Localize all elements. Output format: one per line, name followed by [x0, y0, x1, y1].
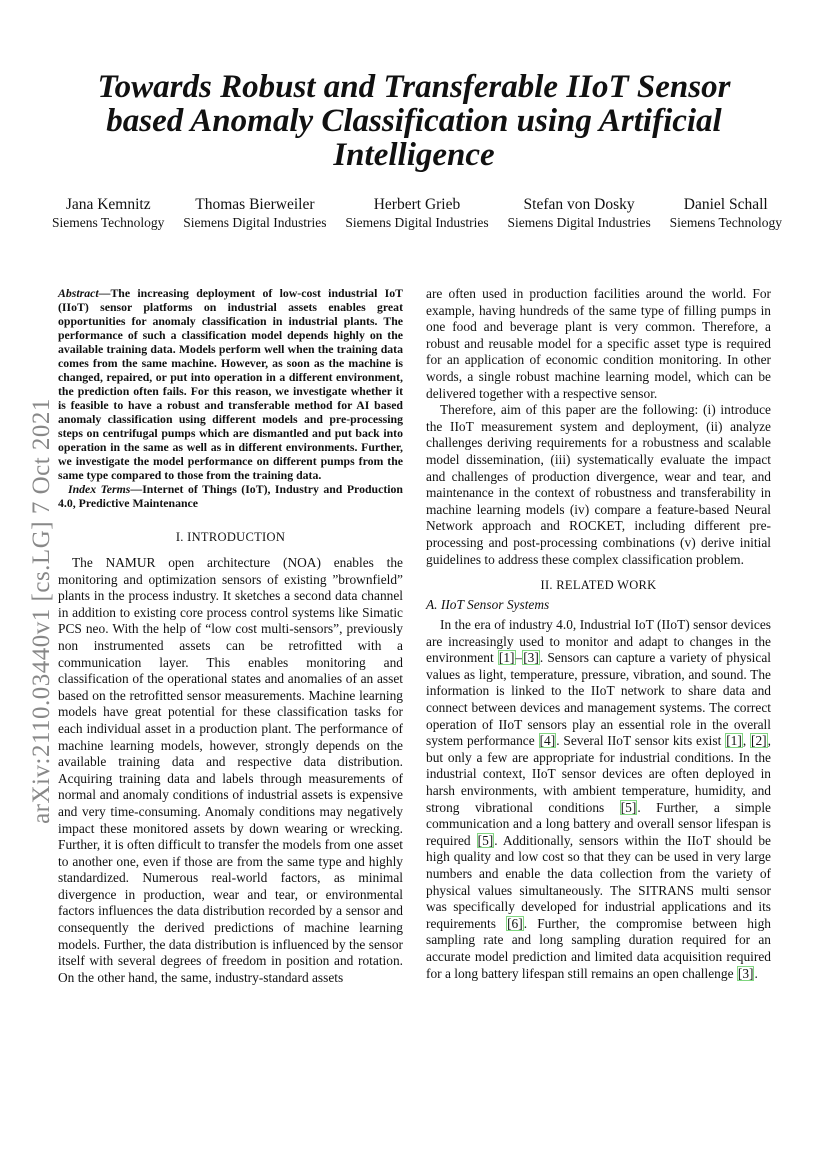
author-2 — [183, 196, 326, 232]
intro-paragraph-1-continued: are often used in production facilities around the world. For example, having hundreds of the same type of filling pumps in one food and beverage plant is very common. Therefore, a robust and reusable model for a specific asset type is required for an application of economic condition monitoring. In other words, a single robust machine learning model, which can be delivered together with a respective sensor. — [426, 286, 771, 401]
text-run: , — [742, 733, 751, 749]
author-affiliation: Siemens Digital Industries — [507, 215, 651, 230]
text-run: In the era of industry 4.0, Industrial IoT (IIoT) sensor devices are increasingly used to monitor and adapt to changes in the environment — [426, 617, 771, 666]
text-run: . Additionally, sensors within the IIoT should be high quality and low cost so that they can be used in very large numbers and enable the data collection from the variety of physical values simultaneously. The SITRANS multi sensor was specifically developed for industrial applications and its requirements — [426, 832, 771, 931]
author-name: Thomas Bierweiler — [195, 196, 315, 213]
text-run: – — [515, 650, 523, 666]
citation-link[interactable]: [3] — [737, 965, 754, 981]
left-column — [58, 286, 403, 986]
abstract — [58, 286, 403, 482]
author-name: Daniel Schall — [683, 196, 768, 213]
author-affiliation: Siemens Technology — [669, 215, 782, 230]
author-name: Jana Kemnitz — [65, 196, 151, 213]
subsection-heading-iiot: A. IIoT Sensor Systems — [426, 597, 550, 613]
citation-link[interactable]: [2] — [751, 733, 767, 749]
author-block — [52, 196, 782, 232]
index-terms-label: Index Terms — [68, 482, 131, 496]
author-affiliation: Siemens Digital Industries — [183, 215, 327, 230]
citation-link[interactable]: [1] — [498, 650, 515, 666]
related-work-paragraph — [426, 617, 771, 982]
citation-link[interactable]: [5] — [477, 832, 494, 848]
right-column — [426, 286, 771, 982]
text-run: . Further, the compromise between high sampling rate and long sampling duration required for an accurate model prediction and limited data acquisition required for a long battery lifespan still remains an open challenge — [426, 915, 771, 981]
index-terms-text: —Internet of Things (IoT), Industry and Production 4.0, Predictive Maintenance — [58, 482, 403, 510]
index-terms — [58, 482, 403, 510]
abstract-label: Abstract — [58, 286, 99, 300]
text-run: . — [754, 965, 758, 981]
author-5 — [670, 196, 782, 232]
citation-link[interactable]: [6] — [507, 915, 523, 931]
text-run: . Further, a simple communication and a long battery and overall sensor lifespan is required — [426, 799, 771, 848]
intro-paragraph-2: Therefore, aim of this paper are the following: (i) introduce the IIoT measurement system and deployment, (ii) analyze challenges deriving requirements for a robustness and scalable model dissemination, (iii) systematically evaluate the impact and challenges of production divergence, wear and tear, and maintenance in the context of robustness and transferability in machine learning models (iv) compare a feature-based Neural Network approach and ROCKET, including different pre-processing and post-processing combinations (v) derive initial guidelines to address these complex classification problem. — [426, 402, 771, 567]
paper-title: Towards Robust and Transferable IIoT Sensor based Anomaly Classification using Artificial Intelligence — [97, 69, 731, 173]
citation-link[interactable]: [3] — [523, 650, 539, 666]
text-run: . Several IIoT sensor kits exist — [556, 733, 726, 749]
author-1 — [52, 196, 164, 232]
author-name: Herbert Grieb — [373, 196, 461, 213]
author-4 — [507, 196, 650, 232]
arxiv-stamp-text: arXiv:2110.03440v1 [cs.LG] 7 Oct 2021 — [28, 398, 55, 824]
section-heading-introduction: I. INTRODUCTION — [175, 530, 286, 544]
abstract-text: —The increasing deployment of low-cost industrial IoT (IIoT) sensor platforms on industrial assets enables great opportunities for anomaly classification in industrial plants. The performance of such a classification model depends highly on the available training data. Models perform well when the training data comes from the same machine. However, as soon as the machine is changed, repaired, or put into operation in a different environment, the prediction often fails. For this reason, we investigate whether it is feasible to have a robust and transferable method for AI based anomaly classification using different models and pre-processing steps on centrifugal pumps which are dismantled and put back into operation in the same as well as in different environments. Further, we investigate the model performance on different pumps from the same type compared to those from the training data. — [58, 286, 403, 482]
text-run: . Sensors can capture a variety of physical values as light, temperature, pressure, vibration, and sound. The information is linked to the IIoT network to share data and connect between devices and management systems. The correct operation of IIoT sensors play an essential role in the overall system performance — [426, 650, 772, 749]
intro-paragraph-1: The NAMUR open architecture (NOA) enables the monitoring and optimization sensors of existing ”brownfield” plants in the process industry. It sketches a second data channel in addition to existing core process control systems like Simatic PCS neo. With the help of “low cost multi-sensors”, previously non instrumented assets can be retrofitted with a communication layer. This enables monitoring and classification of the operational states and anomalies of an asset based on the retrofitted sensor measurements. Machine learning models have great potential for these classification tasks for each individual asset in a production plant. The performance of machine learning models, however, strongly depends on the available training data and respective data distribution. Acquiring training data and labels through measurements of normal and anomaly conditions of industrial assets is expensive and very time-consuming. Anomaly conditions may negatively impact these monitored assets by down wearing or wrecking. Further, it is often difficult to transfer the models from one asset to another one, even if those are from the same type and highly standardized. Numerous real-world factors, as minimal divergence in production, wear and tear, or environmental factors influences the data distribution recorded by a sensor and consequently the derived predictions of machine learning models. Further, the data distribution is influenced by the sensor itself with several degrees of freedom in position and rotation. On the other hand, the same, industry-standard assets — [58, 555, 403, 985]
citation-link[interactable]: [4] — [539, 733, 556, 749]
citation-link[interactable]: [1] — [726, 733, 742, 749]
author-3 — [345, 196, 488, 232]
citation-link[interactable]: [5] — [620, 799, 637, 815]
author-affiliation: Siemens Digital Industries — [345, 215, 489, 230]
author-affiliation: Siemens Technology — [52, 215, 165, 230]
section-heading-related-work: II. RELATED WORK — [540, 578, 657, 593]
text-run: , but only a few are appropriate for industrial conditions. In the industrial context, IIoT sensor devices are often deployed in harsh environments, with ambient temperature, humidity, and strong vibrational conditions — [426, 733, 772, 815]
author-name: Stefan von Dosky — [523, 196, 635, 213]
